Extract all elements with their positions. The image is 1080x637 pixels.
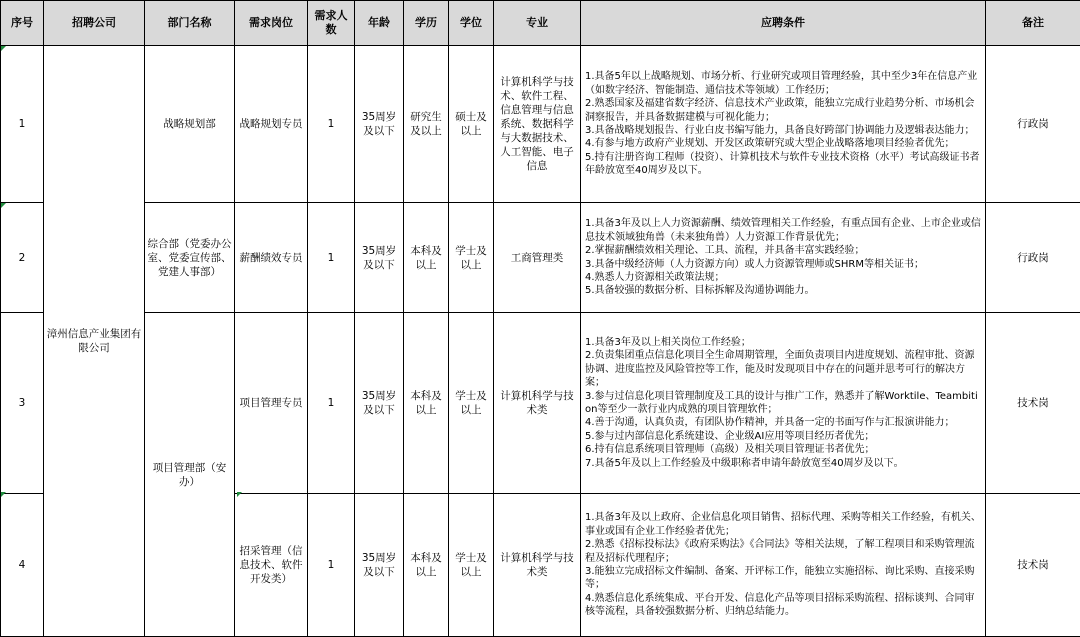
seq-cell: 3 <box>1 313 44 494</box>
header-note: 备注 <box>986 1 1080 46</box>
degree-cell: 硕士及以上 <box>449 46 494 203</box>
education-cell: 研究生及以上 <box>404 46 449 203</box>
department-cell: 综合部（党委办公室、党委宣传部、党建人事部） <box>145 203 235 313</box>
department-cell: 项目管理部（安办） <box>145 313 235 637</box>
count-cell: 1 <box>308 313 355 494</box>
header-department: 部门名称 <box>145 1 235 46</box>
requirements-cell <box>581 494 986 637</box>
count-cell: 1 <box>308 203 355 313</box>
requirement-item: 4.有参与地方政府产业规划、开发区政策研究或大型企业战略落地项目经验者优先； <box>585 137 981 150</box>
requirement-item: 2.熟悉国家及福建省数字经济、信息技术产业政策，能独立完成行业趋势分析、市场机会洞察报告，并具备数据建模与可视化能力； <box>585 97 981 124</box>
header-position: 需求岗位 <box>235 1 308 46</box>
requirement-item: 1.具备3年及以上政府、企业信息化项目销售、招标代理、采购等相关工作经验，有机关、事业或国有企业工作经验者优先； <box>585 511 981 538</box>
requirement-item: 5.持有注册咨询工程师（投资）、计算机技术与软件专业技术资格（水平）考试高级证书者年龄放宽至40周岁及以下。 <box>585 151 981 178</box>
header-degree: 学位 <box>449 1 494 46</box>
seq-cell: 1 <box>1 46 44 203</box>
degree-cell: 学士及以上 <box>449 313 494 494</box>
note-cell: 技术岗 <box>986 494 1080 637</box>
requirement-item: 5.参与过内部信息化系统建设、企业级AI应用等项目经历者优先； <box>585 430 981 443</box>
requirement-item: 1.具备3年及以上相关岗位工作经验； <box>585 336 981 349</box>
comment-marker <box>1 492 6 497</box>
requirement-item: 2.负责集团重点信息化项目全生命周期管理，全面负责项目内进度规划、流程审批、资源协调、进度监控及风险管控等工作，能及时发现项目中存在的问题并思考可行的解决方案； <box>585 349 981 389</box>
count-cell: 1 <box>308 46 355 203</box>
comment-marker <box>237 492 242 497</box>
requirements-cell <box>581 203 986 313</box>
major-cell: 计算机科学与技术类 <box>494 313 581 494</box>
comment-marker <box>1 203 6 208</box>
comment-marker <box>1 46 6 51</box>
note-cell: 技术岗 <box>986 313 1080 494</box>
seq-cell: 4 <box>1 494 44 637</box>
department-cell: 战略规划部 <box>145 46 235 203</box>
requirement-item: 5.具备较强的数据分析、目标拆解及沟通协调能力。 <box>585 284 981 297</box>
header-education: 学历 <box>404 1 449 46</box>
major-cell: 计算机科学与技术类 <box>494 494 581 637</box>
requirement-item: 4.善于沟通，认真负责，有团队协作精神，并具备一定的书面写作与汇报演讲能力； <box>585 416 981 429</box>
table-row <box>1 46 1080 203</box>
requirement-item: 3.具备中级经济师（人力资源方向）或人力资源管理师或SHRM等相关证书； <box>585 258 981 271</box>
requirement-item: 1.具备3年及以上人力资源薪酬、绩效管理相关工作经验，有重点国有企业、上市企业或信息技术领域独角兽（未来独角兽）人力资源工作背景优先； <box>585 217 981 244</box>
age-cell: 35周岁及以下 <box>355 46 404 203</box>
requirement-item: 7.具备5年及以上工作经验及中级职称者申请年龄放宽至40周岁及以下。 <box>585 457 981 470</box>
requirement-item: 3.具备战略规划报告、行业白皮书编写能力，具备良好跨部门协调能力及逻辑表达能力； <box>585 124 981 137</box>
education-cell: 本科及以上 <box>404 494 449 637</box>
position-cell: 招采管理（信息技术、软件开发类） <box>235 494 308 637</box>
requirement-item: 2.掌握薪酬绩效相关理论、工具、流程，并具备丰富实践经验； <box>585 244 981 257</box>
requirement-item: 6.持有信息系统项目管理师（高级）及相关项目管理证书者优先； <box>585 443 981 456</box>
header-major: 专业 <box>494 1 581 46</box>
requirements-cell <box>581 46 986 203</box>
requirement-item: 3.参与过信息化项目管理制度及工具的设计与推广工作，熟悉并了解Worktile、Teambition等至少一款行业内成熟的项目管理软件； <box>585 390 981 417</box>
seq-cell: 2 <box>1 203 44 313</box>
age-cell: 35周岁及以下 <box>355 313 404 494</box>
header-company: 招聘公司 <box>44 1 145 46</box>
header-requirements: 应聘条件 <box>581 1 986 46</box>
header-age: 年龄 <box>355 1 404 46</box>
count-cell: 1 <box>308 494 355 637</box>
company-cell: 漳州信息产业集团有限公司 <box>44 46 145 637</box>
requirement-item: 4.熟悉人力资源相关政策法规； <box>585 271 981 284</box>
requirement-item: 2.熟悉《招标投标法》《政府采购法》《合同法》等相关法规，了解工程项目和采购管理流程及招标代理程序； <box>585 538 981 565</box>
education-cell: 本科及以上 <box>404 203 449 313</box>
note-cell: 行政岗 <box>986 46 1080 203</box>
requirements-cell <box>581 313 986 494</box>
header-row <box>1 1 1080 46</box>
age-cell: 35周岁及以下 <box>355 494 404 637</box>
requirement-item: 3.能独立完成招标文件编制、备案、开评标工作，能独立实施招标、询比采购、直接采购等； <box>585 565 981 592</box>
requirement-item: 4.熟悉信息化系统集成、平台开发、信息化产品等项目招标采购流程、招标谈判、合同审核等流程，具备较强数据分析、归纳总结能力。 <box>585 592 981 619</box>
major-cell: 计算机科学与技术、软件工程、信息管理与信息系统、数据科学与大数据技术、人工智能、电子信息 <box>494 46 581 203</box>
education-cell: 本科及以上 <box>404 313 449 494</box>
table-row <box>1 203 1080 313</box>
header-count: 需求人数 <box>308 1 355 46</box>
major-cell: 工商管理类 <box>494 203 581 313</box>
position-cell: 项目管理专员 <box>235 313 308 494</box>
position-cell: 战略规划专员 <box>235 46 308 203</box>
degree-cell: 学士及以上 <box>449 203 494 313</box>
note-cell: 行政岗 <box>986 203 1080 313</box>
header-seq: 序号 <box>1 1 44 46</box>
position-cell: 薪酬绩效专员 <box>235 203 308 313</box>
age-cell: 35周岁及以下 <box>355 203 404 313</box>
requirement-item: 1.具备5年以上战略规划、市场分析、行业研究或项目管理经验，其中至少3年在信息产业（如数字经济、智能制造、通信技术等领域）工作经历； <box>585 70 981 97</box>
degree-cell: 学士及以上 <box>449 494 494 637</box>
table-row <box>1 313 1080 494</box>
